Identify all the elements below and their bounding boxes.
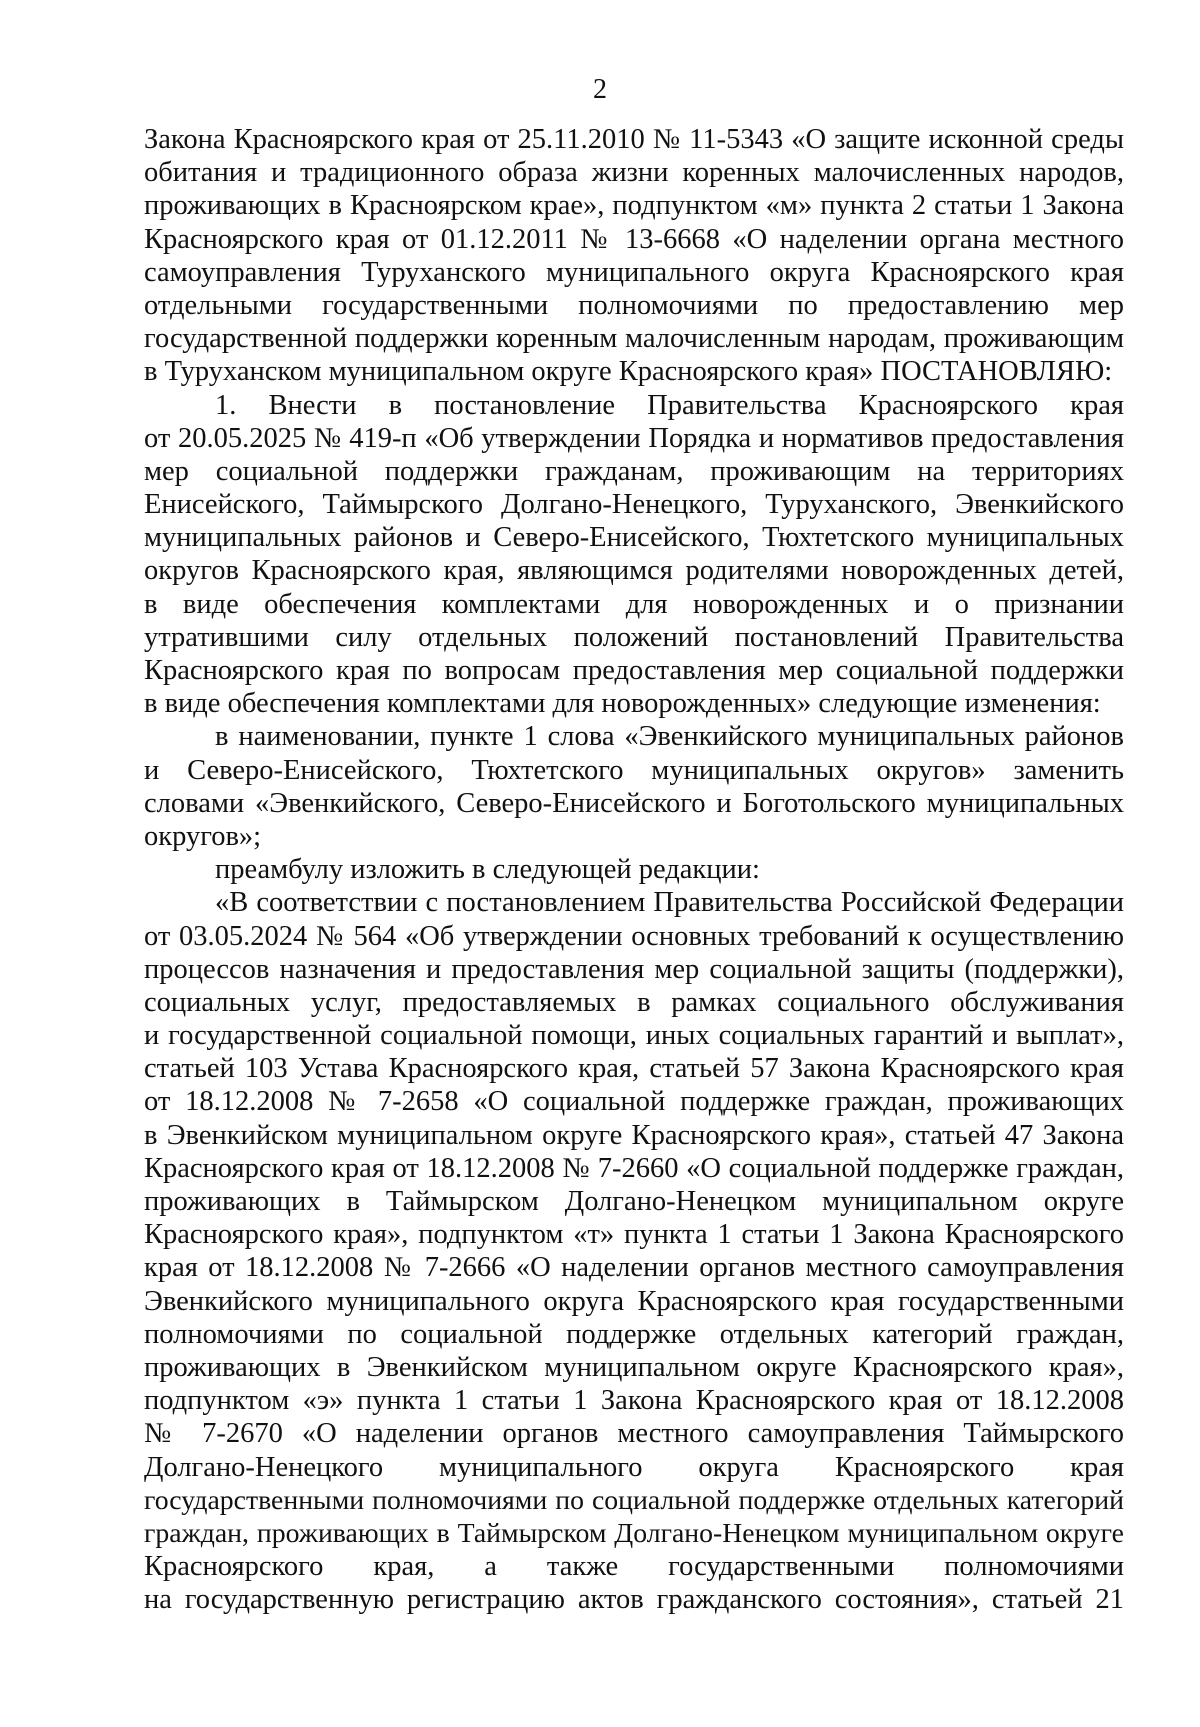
text-line: отдельными государственными полномочиями по предоставлению мер (144, 289, 1124, 321)
text-line: словами «Эвенкийского, Северо-Енисейского и Боготольского муниципальных (144, 787, 1124, 819)
text-line: Красноярского края от 18.12.2008 № 7-2660 «О социальной поддержке граждан, (144, 1152, 1124, 1184)
document-body (144, 123, 1124, 1616)
text-line: мер социальной поддержки гражданам, проживающим на территориях (144, 455, 1124, 487)
text-line: Долгано-Ненецкого муниципального округа Красноярского края (144, 1451, 1124, 1483)
text-line: проживающих в Красноярском крае», подпунктом «м» пункта 2 статьи 1 Закона (144, 190, 1124, 222)
text-line: Красноярского края по вопросам предоставления мер социальной поддержки (144, 655, 1124, 686)
text-line: самоуправления Туруханского муниципального округа Красноярского края (144, 256, 1124, 288)
text-line: проживающих в Таймырском Долгано-Ненецком муниципальном округе (144, 1186, 1124, 1217)
text-line: Закона Красноярского края от 25.11.2010 № 11-5343 «О защите исконной среды (144, 124, 1124, 155)
text-line: в виде обеспечения комплектами для новорожденных» следующие изменения: (144, 688, 1101, 720)
text-line: утратившими силу отдельных положений постановлений Правительства (144, 621, 1124, 653)
text-line: Красноярского края», подпунктом «т» пункта 1 статьи 1 Закона Красноярского (144, 1219, 1124, 1251)
text-line: социальных услуг, предоставляемых в рамках социального обслуживания (144, 986, 1124, 1018)
text-line: края от 18.12.2008 № 7-2666 «О наделении органов местного самоуправления (144, 1252, 1124, 1284)
text-line: обитания и традиционного образа жизни коренных малочисленных народов, (144, 157, 1124, 189)
text-line: от 20.05.2025 № 419-п «Об утверждении Порядка и нормативов предоставления (144, 422, 1124, 454)
text-line: и государственной социальной помощи, иных социальных гарантий и выплат», (144, 1020, 1124, 1052)
text-line: от 03.05.2024 № 564 «Об утверждении основных требований к осуществлению (144, 920, 1124, 952)
text-line: граждан, проживающих в Таймырском Долгано-Ненецком муниципальном округе (144, 1517, 1124, 1549)
text-line: «В соответствии с постановлением Правительства Российской Федерации (215, 887, 1124, 919)
text-line: Енисейского, Таймырского Долгано-Ненецкого, Туруханского, Эвенкийского (144, 489, 1124, 521)
text-line: проживающих в Эвенкийском муниципальном округе Красноярского края», (144, 1351, 1124, 1383)
page-number: 2 (593, 74, 607, 105)
text-line: и Северо-Енисейского, Тюхтетского муниципальных округов» заменить (144, 754, 1124, 786)
text-line: Красноярского края, а также государственными полномочиями (144, 1551, 1124, 1583)
text-line: № 7-2670 «О наделении органов местного самоуправления Таймырского (144, 1418, 1124, 1450)
text-line: муниципальных районов и Северо-Енисейского, Тюхтетского муниципальных (144, 522, 1124, 554)
text-line: преамбулу изложить в следующей редакции: (215, 854, 760, 886)
text-line: государственными полномочиями по социальной поддержке отдельных категорий (144, 1484, 1124, 1516)
text-line: округов Красноярского края, являющимся родителями новорожденных детей, (144, 555, 1124, 587)
text-line: подпунктом «э» пункта 1 статьи 1 Закона Красноярского края от 18.12.2008 (144, 1385, 1124, 1417)
text-line: полномочиями по социальной поддержке отдельных категорий граждан, (144, 1318, 1124, 1350)
text-line: в наименовании, пункте 1 слова «Эвенкийского муниципальных районов (215, 721, 1124, 753)
text-line: статьей 103 Устава Красноярского края, статьей 57 Закона Красноярского края (144, 1053, 1124, 1085)
text-line: процессов назначения и предоставления мер социальной защиты (поддержки), (144, 953, 1124, 985)
text-line: округов»; (144, 820, 262, 852)
text-line: в виде обеспечения комплектами для новорожденных и о признании (144, 588, 1124, 620)
text-line: в Туруханском муниципальном округе Красноярского края» ПОСТАНОВЛЯЮ: (144, 356, 1113, 388)
text-line: Эвенкийского муниципального округа Красноярского края государственными (144, 1285, 1124, 1317)
text-line: от 18.12.2008 № 7-2658 «О социальной поддержке граждан, проживающих (144, 1086, 1124, 1118)
text-line: государственной поддержки коренным малочисленным народам, проживающим (144, 323, 1124, 355)
text-line: в Эвенкийском муниципальном округе Красноярского края», статьей 47 Закона (144, 1119, 1124, 1151)
text-line: 1. Внести в постановление Правительства Красноярского края (215, 389, 1124, 421)
text-line: на государственную регистрацию актов гражданского состояния», статьей 21 (144, 1584, 1124, 1616)
text-line: Красноярского края от 01.12.2011 № 13-6668 «О наделении органа местного (144, 223, 1124, 255)
